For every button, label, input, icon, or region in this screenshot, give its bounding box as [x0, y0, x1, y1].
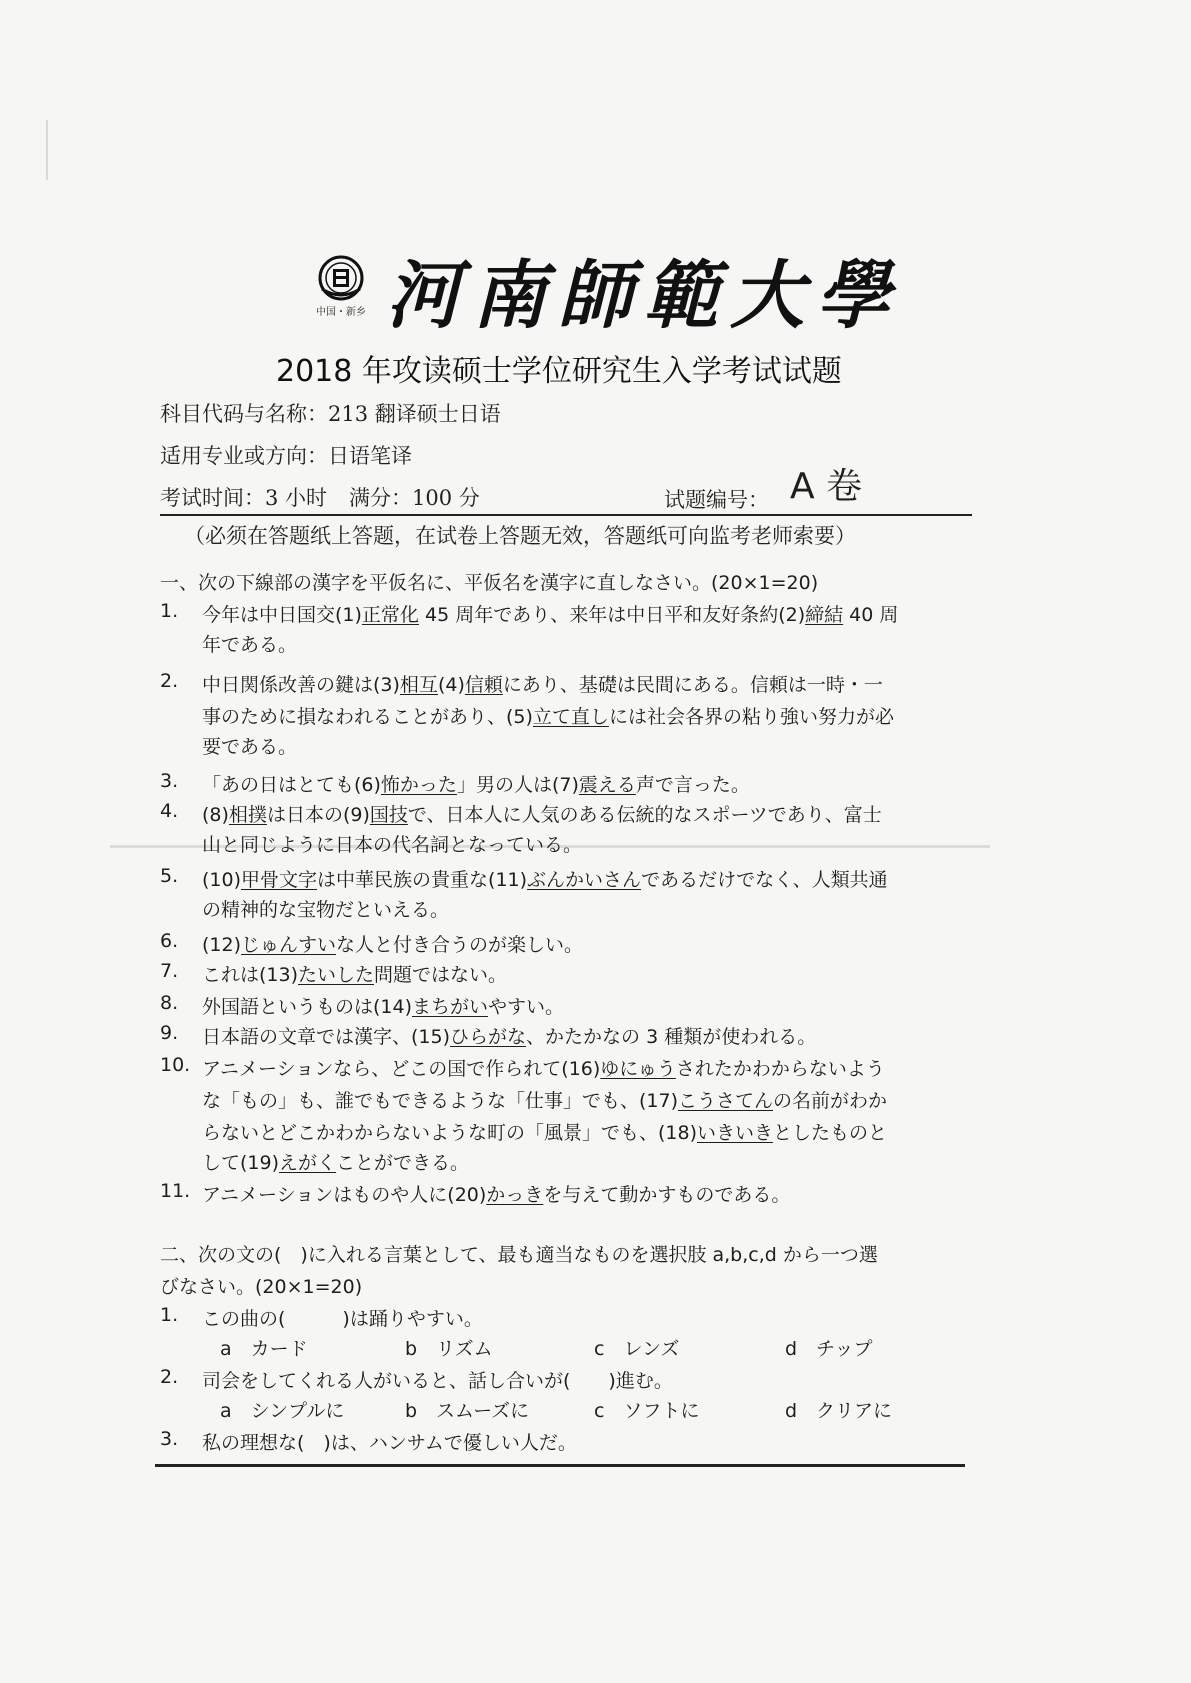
question-number: 3. — [160, 770, 179, 792]
question-text: これは(13)たいした問題ではない。 — [202, 964, 508, 986]
subject-line: 科目代码与名称：213 翻译硕士日语 — [160, 402, 501, 426]
exam-time: 考试时间：3 小时 — [160, 486, 328, 510]
question-number: 11. — [160, 1180, 191, 1202]
question-text-cont: して(19)えがくことができる。 — [202, 1152, 470, 1174]
paper-code-label: 试题编号： — [664, 488, 769, 512]
section-2-heading-cont: びなさい。(20×1=20) — [160, 1276, 363, 1298]
full-score: 满分：100 分 — [349, 486, 480, 510]
time-score-line — [160, 482, 480, 512]
question-number: 1. — [160, 1304, 179, 1326]
question-text: アニメーションはものや人に(20)かっきを与えて動かすものである。 — [202, 1184, 791, 1206]
question-text: 私の理想な( )は、ハンサムで優しい人だ。 — [202, 1432, 577, 1454]
option-c: c ソフトに — [594, 1400, 700, 1422]
question-number: 2. — [160, 1366, 179, 1388]
scan-mark — [46, 120, 48, 180]
question-text-cont: な「もの」も、誰でもできるような「仕事」でも、(17)こうさてんの名前がわか — [202, 1090, 888, 1112]
paper-code-value: A 卷 — [790, 466, 863, 507]
question-number: 5. — [160, 865, 179, 887]
question-text: 中日関係改善の鍵は(3)相互(4)信頼にあり、基礎は民間にある。信頼は一時・一 — [202, 674, 883, 696]
question-text: 今年は中日国交(1)正常化 45 周年であり、来年は中日平和友好条約(2)締結 40 周 — [202, 604, 899, 626]
option-a: a シンプルに — [220, 1400, 345, 1422]
option-c: c レンズ — [594, 1338, 680, 1360]
question-text: (10)甲骨文字は中華民族の貴重な(11)ぶんかいさんであるだけでなく、人類共通 — [202, 869, 888, 891]
question-text-cont: 山と同じように日本の代名詞となっている。 — [202, 834, 583, 856]
question-text-cont: 年である。 — [202, 634, 298, 656]
question-text: アニメーションなら、どこの国で作られて(16)ゆにゅうされたかわからないよう — [202, 1058, 885, 1080]
emblem-caption: 中国・新乡 — [316, 307, 366, 318]
exam-title: 2018 年攻读硕士学位研究生入学考试试题 — [276, 354, 842, 389]
section-2-heading: 二、次の文の( )に入れる言葉として、最も適当なものを選択肢 a,b,c,d から一つ選 — [160, 1244, 878, 1266]
option-d: d クリアに — [785, 1400, 893, 1422]
question-number: 10. — [160, 1054, 191, 1076]
option-b: b スムーズに — [405, 1400, 530, 1422]
question-text-cont: の精神的な宝物だといえる。 — [202, 899, 450, 921]
section-1-heading: 一、次の下線部の漢字を平仮名に、平仮名を漢字に直しなさい。(20×1=20) — [160, 572, 819, 594]
footer-divider — [155, 1464, 965, 1467]
university-emblem — [310, 255, 372, 325]
university-name: 河南師範大學 — [386, 253, 902, 339]
option-a: a カード — [220, 1338, 308, 1360]
question-number: 2. — [160, 670, 179, 692]
question-text-cont: 要である。 — [202, 736, 298, 758]
option-b: b リズム — [405, 1338, 493, 1360]
option-d: d チップ — [785, 1338, 873, 1360]
question-text: 日本語の文章では漢字、(15)ひらがな、かたかなの 3 種類が使われる。 — [202, 1026, 817, 1048]
question-number: 7. — [160, 960, 179, 982]
question-text: 司会をしてくれる人がいると、話し合いが( )進む。 — [202, 1370, 673, 1392]
question-number: 8. — [160, 992, 179, 1014]
question-number: 9. — [160, 1022, 179, 1044]
question-text: (8)相撲は日本の(9)国技で、日本人に人気のある伝統的なスポーツであり、富士 — [202, 804, 882, 826]
question-number: 6. — [160, 930, 179, 952]
emblem-icon — [318, 255, 364, 301]
answer-notice: （必须在答题纸上答题，在试卷上答题无效，答题纸可向监考老师索要） — [184, 524, 856, 548]
university-header — [310, 245, 902, 339]
question-text: (12)じゅんすいな人と付き合うのが楽しい。 — [202, 934, 584, 956]
question-text: この曲の( )は踊りやすい。 — [202, 1308, 483, 1330]
question-text: 外国語というものは(14)まちがいやすい。 — [202, 996, 565, 1018]
major-line: 适用专业或方向：日语笔译 — [160, 444, 412, 468]
question-number: 4. — [160, 800, 179, 822]
question-number: 3. — [160, 1428, 179, 1450]
question-text: 「あの日はとても(6)怖かった」男の人は(7)震える声で言った。 — [202, 774, 750, 796]
header-divider — [160, 514, 972, 516]
question-number: 1. — [160, 600, 179, 622]
question-text-cont: 事のために損なわれることがあり、(5)立て直しには社会各界の粘り強い努力が必 — [202, 706, 894, 728]
question-text-cont: らないとどこかわからないような町の「風景」でも、(18)いきいきとしたものと — [202, 1122, 888, 1144]
